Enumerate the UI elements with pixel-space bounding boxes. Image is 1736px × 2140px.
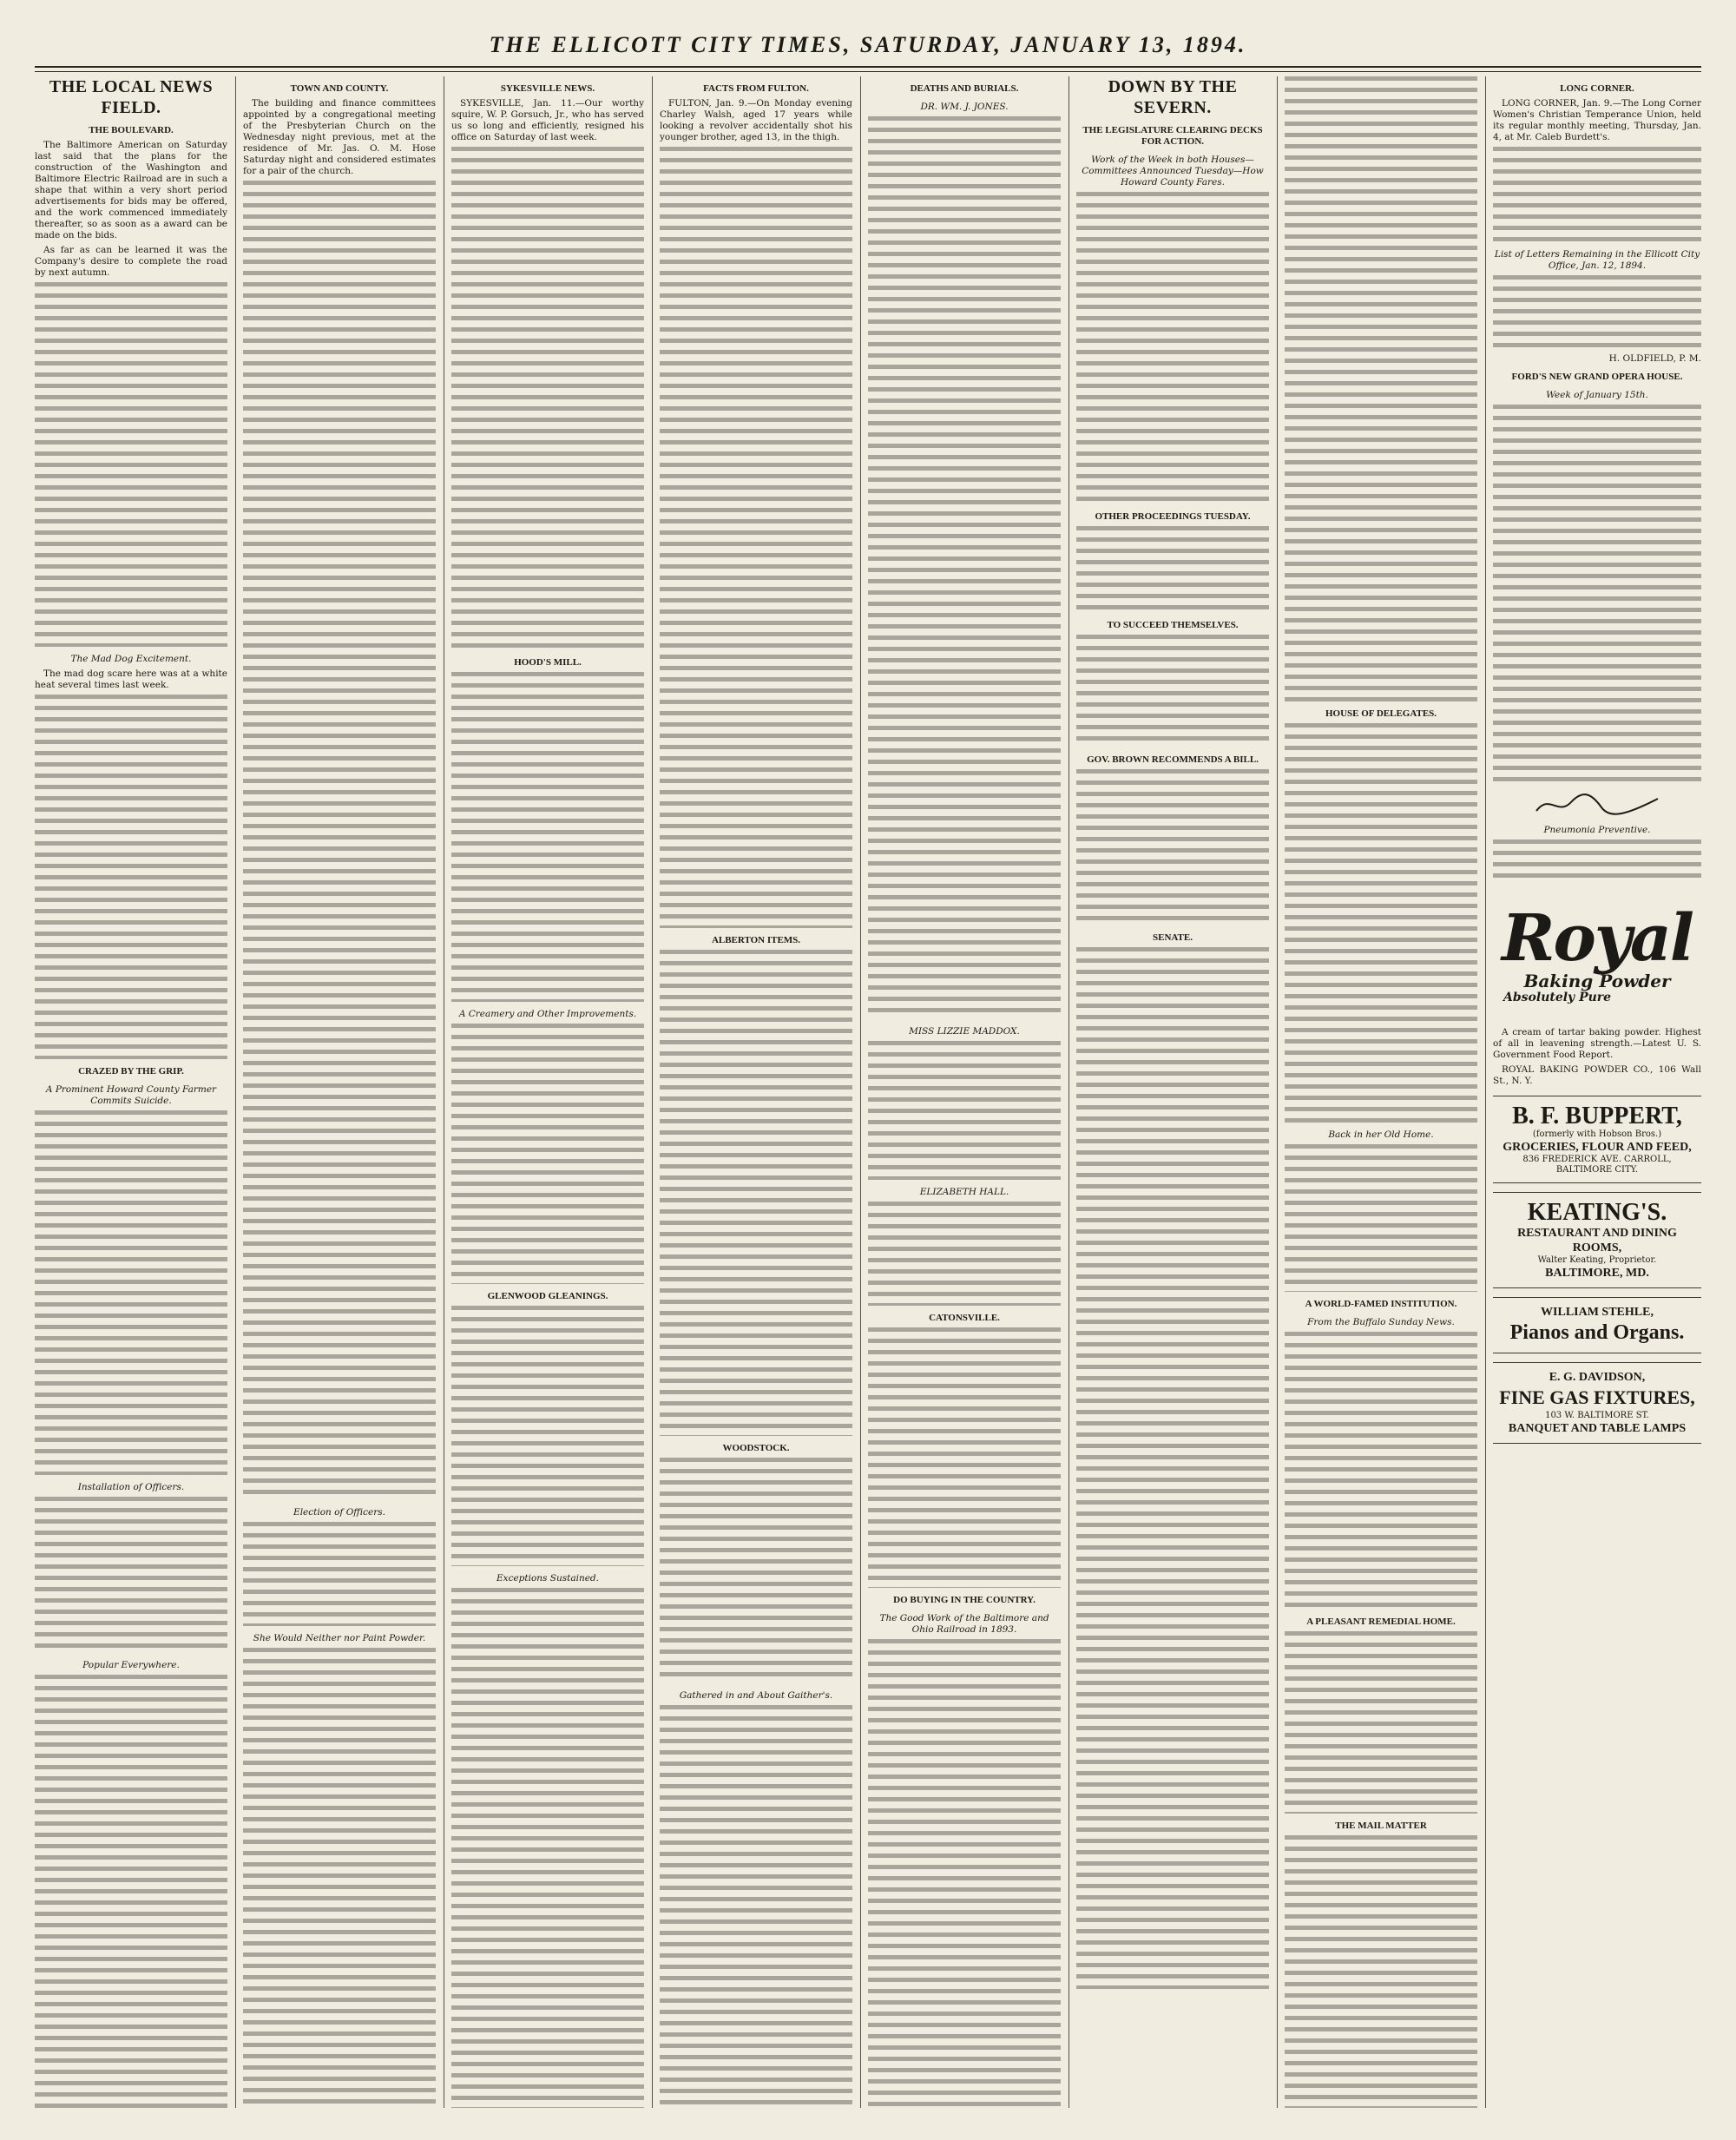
column-6 <box>1076 76 1269 2108</box>
royal-baking-powder-ad <box>1493 895 1701 1015</box>
article-paragraph: SYKESVILLE, Jan. 11.—Our worthy squire, W. P. Gorsuch, Jr., who has served us so long and efficiently, resigned his office on Saturday of last week. <box>451 98 644 142</box>
article-text-block <box>1493 275 1701 353</box>
fulton-heading: FACTS FROM FULTON. <box>703 83 809 94</box>
stehle-line: Pianos and Organs. <box>1509 1321 1685 1344</box>
grip-subheading: A Prominent Howard County Farmer Commits Suicide. <box>45 1084 217 1106</box>
article-text-block <box>868 1041 1061 1180</box>
article-text-block <box>1285 1631 1477 1814</box>
alberton-heading: ALBERTON ITEMS. <box>711 935 801 945</box>
article-text-block <box>243 1522 436 1626</box>
gaithers-heading: Gathered in and About Gaither's. <box>679 1690 833 1701</box>
keatings-address: BALTIMORE, MD. <box>1545 1267 1649 1280</box>
buppert-name: B. F. BUPPERT, <box>1512 1103 1682 1129</box>
article-text-block <box>451 672 644 1002</box>
brown-bill-heading: GOV. BROWN RECOMMENDS A BILL. <box>1087 754 1259 765</box>
article-text-block <box>451 1588 644 2108</box>
maddox-heading: MISS LIZZIE MADDOX. <box>909 1026 1020 1037</box>
country-heading: DO BUYING IN THE COUNTRY. <box>893 1595 1036 1605</box>
article-text-block <box>868 1202 1061 1306</box>
opera-week-line: Week of January 15th. <box>1546 390 1648 400</box>
signature-graphic <box>1532 792 1662 818</box>
article-text-block <box>451 1024 644 1284</box>
article-text-block <box>660 147 852 928</box>
masthead-rule <box>35 66 1701 68</box>
powder-heading: She Would Neither nor Paint Powder. <box>253 1633 426 1643</box>
article-text-block <box>1076 526 1269 613</box>
keatings-name: KEATING'S. <box>1527 1199 1667 1226</box>
letters-heading: List of Letters Remaining in the Ellicott City Office, Jan. 12, 1894. <box>1494 249 1700 271</box>
article-text-block <box>1493 405 1701 787</box>
deaths-heading: DEATHS AND BURIALS. <box>910 83 1019 94</box>
article-text-block <box>1493 147 1701 242</box>
article-text-block <box>1285 76 1477 701</box>
article-text-block <box>1285 1835 1477 2108</box>
railroad-subheading: The Good Work of the Baltimore and Ohio Railroad in 1893. <box>879 1613 1049 1635</box>
creamery-heading: A Creamery and Other Improvements. <box>458 1009 637 1019</box>
article-paragraph: FULTON, Jan. 9.—On Monday evening Charley Walsh, aged 17 years while looking a revolver accidentally shot his younger brother, aged 13, in the thigh. <box>660 98 852 142</box>
catonsville-heading: CATONSVILLE. <box>929 1313 1000 1323</box>
hoods-mill-heading: HOOD'S MILL. <box>514 657 582 668</box>
popular-heading: Popular Everywhere. <box>82 1660 180 1670</box>
senate-heading: SENATE. <box>1153 932 1193 943</box>
column-3 <box>451 76 644 2108</box>
column-1 <box>35 76 227 2108</box>
article-text-block <box>868 1639 1061 2108</box>
column-rule <box>235 76 236 2108</box>
article-text-block <box>35 695 227 1059</box>
article-paragraph: LONG CORNER, Jan. 9.—The Long Corner Women's Christian Temperance Union, held its regular monthly meeting, Thursday, Jan. 4, at Mr. Caleb Burdett's. <box>1493 98 1701 142</box>
article-text-block <box>243 1648 436 2108</box>
davidson-note: BANQUET AND TABLE LAMPS <box>1508 1422 1687 1435</box>
election-heading: Election of Officers. <box>293 1507 385 1518</box>
buppert-sub: (formerly with Hobson Bros.) <box>1532 1129 1662 1139</box>
article-text-block <box>660 1705 852 2108</box>
handwritten-signature <box>1493 792 1701 818</box>
pneumonia-heading: Pneumonia Preventive. <box>1543 825 1651 835</box>
local-news-heading: THE LOCAL NEWS FIELD. <box>49 77 214 117</box>
article-text-block <box>451 147 644 650</box>
hall-heading: ELIZABETH HALL. <box>919 1187 1009 1197</box>
town-county-heading: TOWN AND COUNTY. <box>290 83 389 94</box>
masthead-rule-thin <box>35 71 1701 72</box>
old-home-heading: Back in her Old Home. <box>1328 1129 1434 1140</box>
davidson-name: E. G. DAVIDSON, <box>1549 1371 1646 1384</box>
article-text-block <box>868 116 1061 1019</box>
column-rule <box>652 76 653 2108</box>
article-text-block <box>35 1675 227 2108</box>
masthead: THE ELLICOTT CITY TIMES, SATURDAY, JANUARY 13, 1894. <box>489 32 1247 57</box>
woodstock-heading: WOODSTOCK. <box>722 1443 790 1453</box>
column-5 <box>868 76 1061 2108</box>
article-text-block <box>1076 635 1269 747</box>
royal-ad-address: ROYAL BAKING POWDER CO., 106 Wall St., N. Y. <box>1493 1064 1701 1086</box>
keatings-line: RESTAURANT AND DINING ROOMS, <box>1517 1227 1677 1254</box>
column-7 <box>1285 76 1477 2108</box>
succeed-heading: TO SUCCEED THEMSELVES. <box>1107 620 1239 630</box>
royal-logo-word: Royal <box>1502 901 1693 976</box>
columns <box>35 76 1701 2117</box>
article-text-block <box>1285 1332 1477 1610</box>
article-paragraph: The Baltimore American on Saturday last said that the plans for the construction of the Washington and Baltimore Electric Railroad are in such a shape that within a very short period advertisements for bids may be offered, and the work commenced immediately thereafter, so as soon as a award can be made on the bids. <box>35 140 227 240</box>
article-text-block <box>660 1458 852 1683</box>
stehle-name: WILLIAM STEHLE, <box>1541 1306 1654 1319</box>
column-rule <box>1277 76 1278 2108</box>
davidson-ad <box>1493 1362 1701 1444</box>
article-text-block <box>35 1110 227 1475</box>
royal-logo-pure: Absolutely Pure <box>1503 991 1612 1004</box>
article-paragraph: The mad dog scare here was at a white heat several times last week. <box>35 668 227 690</box>
article-text-block <box>35 282 227 647</box>
article-text-block <box>35 1497 227 1653</box>
legislature-heading: THE LEGISLATURE CLEARING DECKS FOR ACTION. <box>1082 125 1263 147</box>
buffalo-news-line: From the Buffalo Sunday News. <box>1307 1317 1455 1327</box>
article-text-block <box>1285 723 1477 1123</box>
severn-heading: DOWN BY THE SEVERN. <box>1108 77 1238 117</box>
keatings-proprietor: Walter Keating, Proprietor. <box>1537 1255 1657 1265</box>
article-text-block <box>868 1327 1061 1588</box>
mad-dog-heading: The Mad Dog Excitement. <box>70 654 192 664</box>
column-8 <box>1493 76 1701 2108</box>
buppert-address: 836 FREDERICK AVE. CARROLL, BALTIMORE CITY. <box>1522 1155 1672 1175</box>
exceptions-heading: Exceptions Sustained. <box>496 1573 599 1584</box>
glenwood-heading: GLENWOOD GLEANINGS. <box>487 1291 608 1301</box>
davidson-address: 103 W. BALTIMORE ST. <box>1545 1411 1649 1420</box>
article-text-block <box>1076 769 1269 925</box>
stehle-ad <box>1493 1297 1701 1353</box>
royal-logo-sub: Baking Powder <box>1523 971 1671 991</box>
buppert-ad <box>1493 1096 1701 1183</box>
jones-heading: DR. WM. J. JONES. <box>920 102 1009 112</box>
column-4 <box>660 76 852 2108</box>
article-paragraph: The building and finance committees appointed by a congregational meeting of the Presbyterian Church on the Wednesday night previous, met at the residence of Mr. Jas. O. M. Hose Saturday night and considered estimates for a pair of the church. <box>243 98 436 176</box>
article-text-block <box>451 1306 644 1566</box>
long-corner-heading: LONG CORNER. <box>1560 83 1634 94</box>
postmaster-signature: H. OLDFIELD, P. M. <box>1608 353 1701 364</box>
article-text-block <box>1285 1144 1477 1292</box>
sykesville-heading: SYKESVILLE NEWS. <box>500 83 595 94</box>
buppert-line: GROCERIES, FLOUR AND FEED, <box>1503 1141 1692 1154</box>
article-text-block <box>1493 840 1701 883</box>
article-text-block <box>660 950 852 1436</box>
article-paragraph: As far as can be learned it was the Company's desire to complete the road by next autumn. <box>35 245 227 278</box>
newspaper-page <box>35 26 1701 2118</box>
davidson-line: FINE GAS FIXTURES, <box>1499 1386 1695 1408</box>
delegates-heading: HOUSE OF DELEGATES. <box>1325 708 1437 719</box>
proceedings-heading: OTHER PROCEEDINGS TUESDAY. <box>1095 511 1251 522</box>
remedial-home-heading: A PLEASANT REMEDIAL HOME. <box>1306 1617 1456 1627</box>
legislature-subheading: Work of the Week in both Houses—Committees Announced Tuesday—How Howard County Fares. <box>1082 155 1264 188</box>
mail-matter-heading: THE MAIL MATTER <box>1335 1821 1427 1831</box>
column-2 <box>243 76 436 2108</box>
article-text-block <box>1076 192 1269 504</box>
boulevard-heading: THE BOULEVARD. <box>89 125 174 135</box>
institution-heading: A WORLD-FAMED INSTITUTION. <box>1305 1299 1457 1309</box>
opera-house-heading: FORD'S NEW GRAND OPERA HOUSE. <box>1511 372 1683 382</box>
grip-heading: CRAZED BY THE GRIP. <box>78 1066 184 1077</box>
column-rule <box>1485 76 1486 2108</box>
article-text-block <box>243 181 436 1500</box>
column-rule <box>860 76 861 2108</box>
article-text-block <box>1076 947 1269 1989</box>
keatings-ad <box>1493 1192 1701 1288</box>
royal-ad-text: A cream of tartar baking powder. Highest of all in leavening strength.—Latest U. S. Government Food Report. <box>1493 1027 1701 1060</box>
installation-heading: Installation of Officers. <box>77 1482 185 1492</box>
